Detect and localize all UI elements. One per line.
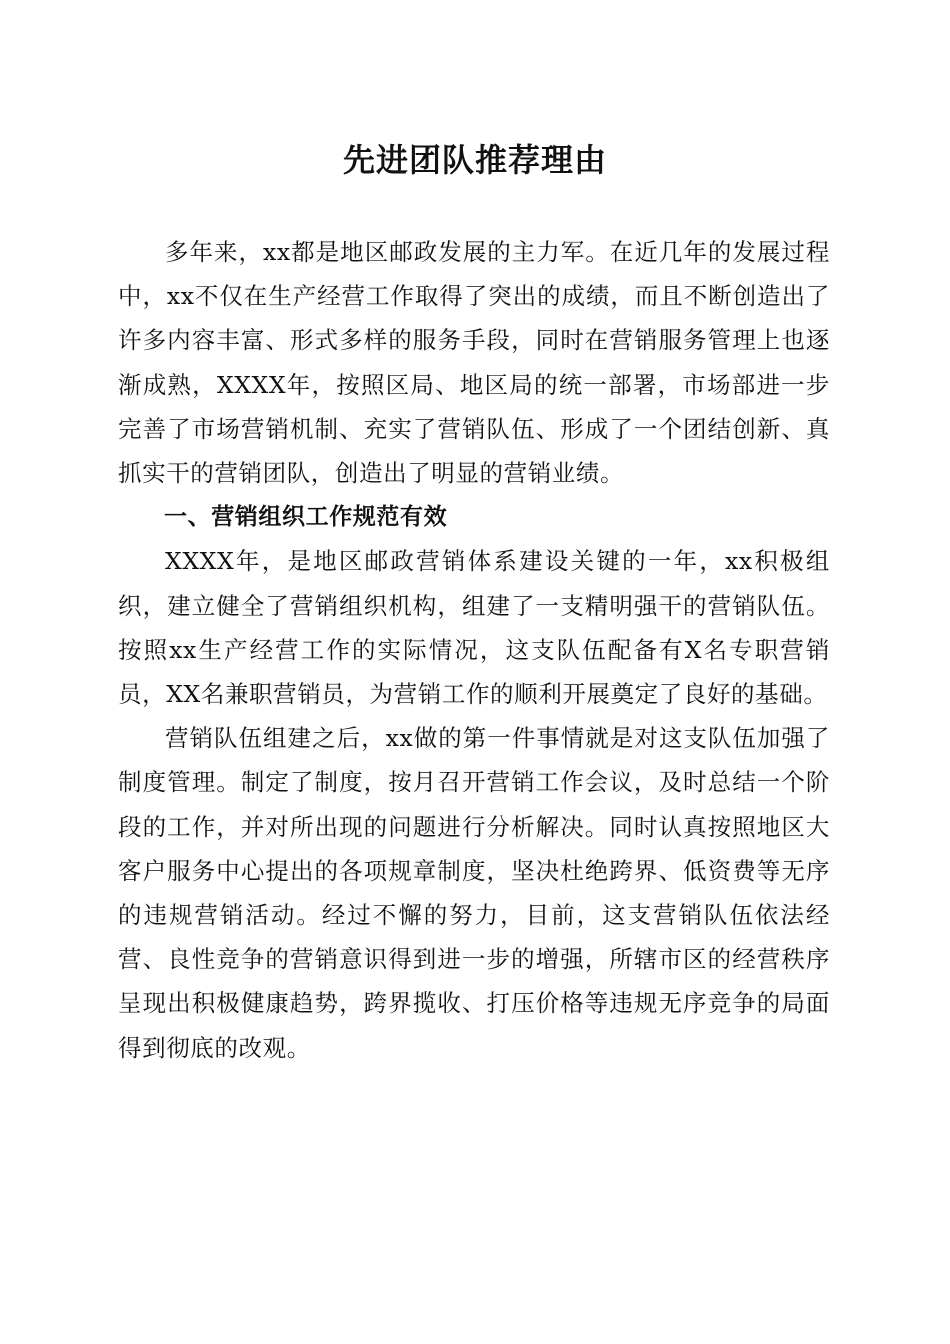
document-title: 先进团队推荐理由	[342, 141, 607, 179]
document-body	[118, 230, 830, 1070]
section-paragraph-2: 营销队伍组建之后，xx做的第一件事情就是对这支队伍加强了制度管理。制定了制度，按月召开营销工作会议，及时总结一个阶段的工作，并对所出现的问题进行分析解决。同时认真按照地区大客户服务中心提出的各项规章制度，坚决杜绝跨界、低资费等无序的违规营销活动。经过不懈的努力，目前，这支营销队伍依法经营、良性竞争的营销意识得到进一步的增强，所辖市区的经营秩序呈现出积极健康趋势，跨界揽收、打压价格等违规无序竞争的局面得到彻底的改观。	[118, 724, 830, 1062]
section-paragraph-1: XXXX年，是地区邮政营销体系建设关键的一年，xx积极组织，建立健全了营销组织机构，组建了一支精明强干的营销队伍。按照xx生产经营工作的实际情况，这支队伍配备有X名专职营销员，XX名兼职营销员，为营销工作的顺利开展奠定了良好的基础。	[118, 547, 830, 709]
section-heading: 一、营销组织工作规范有效	[164, 504, 448, 531]
intro-paragraph: 多年来，xx都是地区邮政发展的主力军。在近几年的发展过程中，xx不仅在生产经营工作取得了突出的成绩，而且不断创造出了许多内容丰富、形式多样的服务手段，同时在营销服务管理上也逐渐成熟，XXXX年，按照区局、地区局的统一部署，市场部进一步完善了市场营销机制、充实了营销队伍、形成了一个团结创新、真抓实干的营销团队，创造出了明显的营销业绩。	[118, 238, 830, 488]
